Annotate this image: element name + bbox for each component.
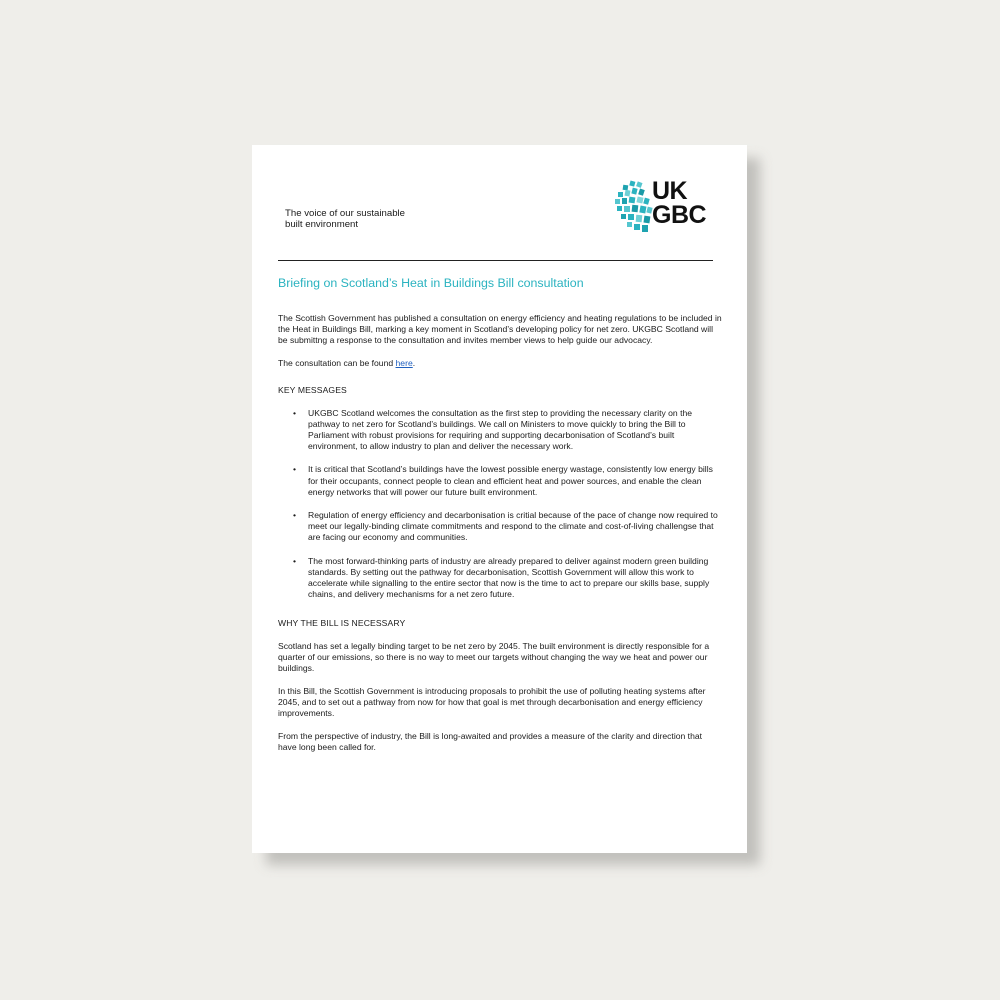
list-item-text: UKGBC Scotland welcomes the consultation as the first step to providing the necessary clarity on the pathway to net zero for Scotland’s buildings. We call on Ministers to move quickly to bring the Bill to Parliament with robust provisions for requiring and supporting decarbonisation of Scotland’s built environment, to allow industry to plan and deliver the necessary work. <box>308 407 693 452</box>
why-paragraph: From the perspective of industry, the Bill is long-awaited and provides a measure of the clarity and direction that have long been called for. <box>278 730 703 752</box>
bullet-icon: • <box>293 509 297 520</box>
document-body <box>278 313 723 765</box>
list-item-text: Regulation of energy efficiency and decarbonisation is critial because of the pace of change now required to meet our legally-binding climate commitments and respond to the climate and cost-of-living challengse that are facing our economy and communities. <box>308 509 718 543</box>
consultation-link-line <box>278 358 723 369</box>
logo-line: GBC <box>652 201 707 229</box>
list-item <box>293 509 723 544</box>
list-item <box>293 464 723 498</box>
link-suffix: . <box>412 358 416 369</box>
key-messages-heading: KEY MESSAGES <box>278 385 347 396</box>
link-prefix: The consultation can be found <box>278 358 396 369</box>
document-page <box>252 145 747 853</box>
why-paragraph: Scotland has set a legally binding target to be net zero by 2045. The built environment is directly responsible for a quarter of our emissions, so there is no way to meet our targets without changing the way we heat and power our buildings. <box>278 640 710 673</box>
ukgbc-logo <box>614 179 718 235</box>
header-divider <box>278 260 713 261</box>
why-paragraph: In this Bill, the Scottish Government is introducing proposals to prohibit the use of polluting heating systems after 2045, and to set out a pathway from now for how that goal is met through decarbonisation and energy efficiency improvements. <box>278 685 706 719</box>
logo-mark-icon <box>614 179 654 235</box>
list-item <box>293 407 723 453</box>
tagline-line: The voice of our sustainable <box>285 208 405 219</box>
tagline-line: built environment <box>285 218 359 230</box>
consultation-link[interactable]: here <box>395 358 413 369</box>
list-item-text: It is critical that Scotland’s buildings have the lowest possible energy wastage, consistently low energy bills for their occupants, connect people to clean and efficient heat and power sources, and enable the clean energy networks that will power our future built environment. <box>308 464 713 497</box>
why-heading: WHY THE BILL IS NECESSARY <box>278 618 406 629</box>
list-item <box>293 555 723 601</box>
logo-line: UK <box>652 177 688 205</box>
intro-paragraph: The Scottish Government has published a consultation on energy efficiency and heating regulations to be included in the Heat in Buildings Bill, marking a key moment in Scotland’s developing policy for net zero. UKGBC Scotland will be submittng a response to the consultation and invites member views to help guide our advocacy. <box>278 313 722 346</box>
document-title: Briefing on Scotland’s Heat in Buildings Bill consultation <box>278 276 584 290</box>
bullet-icon: • <box>293 407 297 418</box>
tagline <box>285 209 435 230</box>
list-item-text: The most forward-thinking parts of industry are already prepared to deliver against modern green building standards. By setting out the pathway for decarbonisation, Scottish Government will allow this work to accelerate while signalling to the entire sector that now is the time to act to prepare our skills base, supply chains, and delivery mechanisms for a net zero future. <box>308 555 710 600</box>
bullet-icon: • <box>293 464 297 475</box>
bullet-icon: • <box>293 555 297 566</box>
logo-wordmark <box>652 179 706 227</box>
key-messages-list <box>278 408 723 601</box>
